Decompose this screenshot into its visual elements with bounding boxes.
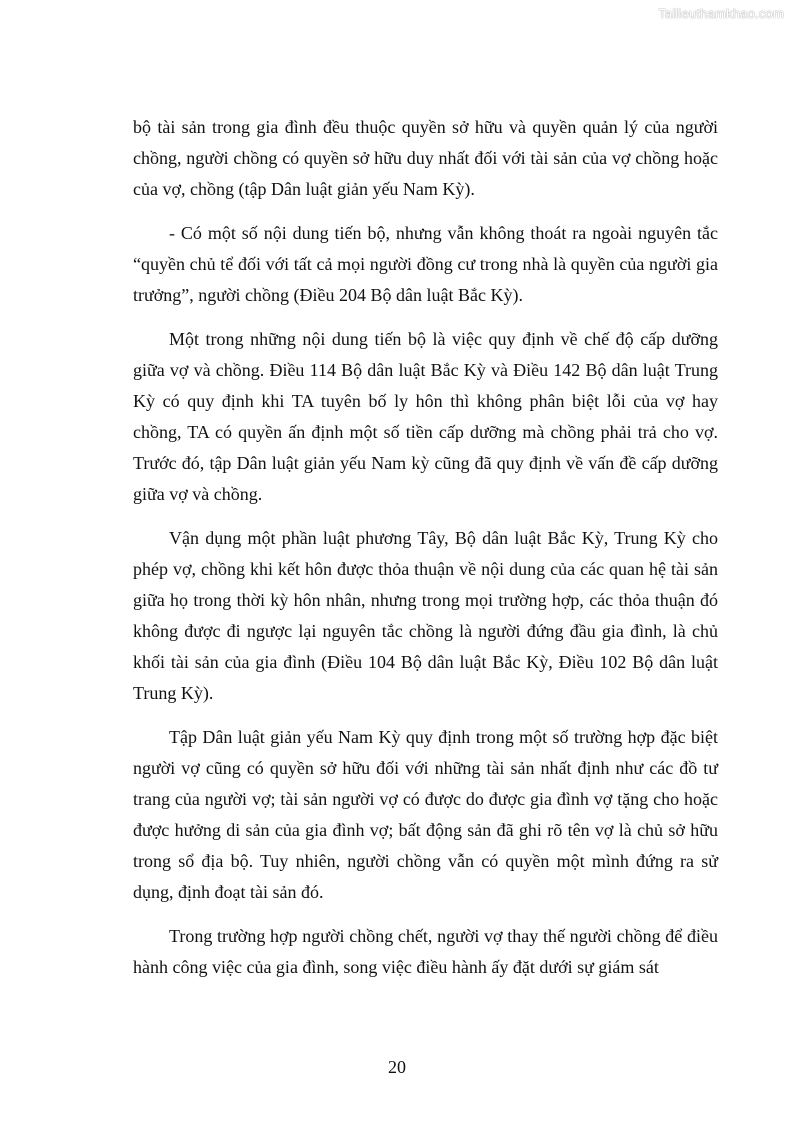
watermark: Tailieuthamkhao.com xyxy=(658,6,784,21)
paragraph: Tập Dân luật giản yếu Nam Kỳ quy định trong một số trường hợp đặc biệt người vợ cũng có quyền sở hữu đối với những tài sản nhất định như các đồ tư trang của người vợ; tài sản người vợ có được do được gia đình vợ tặng cho hoặc được hưởng di sản của gia đình vợ; bất động sản đã ghi rõ tên vợ là chủ sở hữu trong sổ địa bộ. Tuy nhiên, người chồng vẫn có quyền một mình đứng ra sử dụng, định đoạt tài sản đó. xyxy=(133,727,718,902)
paragraph-bullet: - Có một số nội dung tiến bộ, nhưng vẫn không thoát ra ngoài nguyên tắc “quyền chủ tể đối với tất cả mọi người đồng cư trong nhà là quyền của người gia trưởng”, người chồng (Điều 204 Bộ dân luật Bắc Kỳ). xyxy=(133,223,718,305)
paragraph: Trong trường hợp người chồng chết, người vợ thay thế người chồng để điều hành công việc của gia đình, song việc điều hành ấy đặt dưới sự giám sát xyxy=(133,926,718,977)
page-number: 20 xyxy=(388,1057,406,1077)
paragraph-continuation: bộ tài sản trong gia đình đều thuộc quyền sở hữu và quyền quản lý của người chồng, người chồng có quyền sở hữu duy nhất đối với tài sản của vợ chồng hoặc của vợ, chồng (tập Dân luật giản yếu Nam Kỳ). xyxy=(133,117,718,199)
paragraph: Một trong những nội dung tiến bộ là việc quy định về chế độ cấp dưỡng giữa vợ và chồng. Điều 114 Bộ dân luật Bắc Kỳ và Điều 142 Bộ dân luật Trung Kỳ có quy định khi TA tuyên bố ly hôn thì không phân biệt lỗi của vợ hay chồng, TA có quyền ấn định một số tiền cấp dưỡng mà chồng phải trả cho vợ. Trước đó, tập Dân luật giản yếu Nam kỳ cũng đã quy định về vấn đề cấp dưỡng giữa vợ và chồng. xyxy=(133,329,718,504)
paragraph: Vận dụng một phần luật phương Tây, Bộ dân luật Bắc Kỳ, Trung Kỳ cho phép vợ, chồng khi kết hôn được thỏa thuận về nội dung của các quan hệ tài sản giữa họ trong thời kỳ hôn nhân, nhưng trong mọi trường hợp, các thỏa thuận đó không được đi ngược lại nguyên tắc chồng là người đứng đầu gia đình, là chủ khối tài sản của gia đình (Điều 104 Bộ dân luật Bắc Kỳ, Điều 102 Bộ dân luật Trung Kỳ). xyxy=(133,528,718,703)
document-body xyxy=(133,112,718,996)
